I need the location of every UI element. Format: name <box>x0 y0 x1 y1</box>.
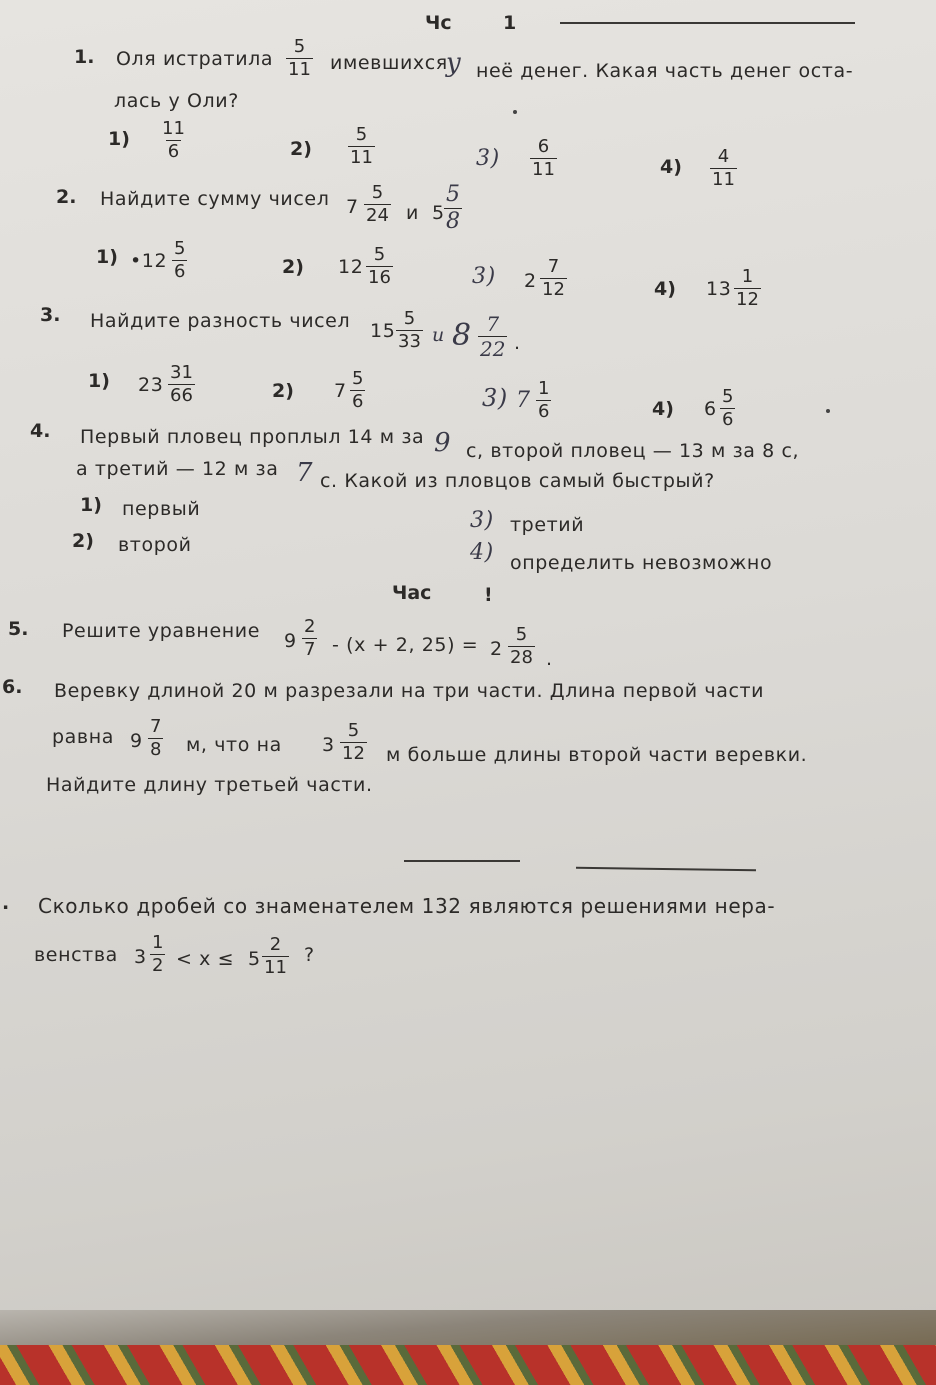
q6-line2b: м, что на <box>186 734 282 756</box>
q7-b-fraction: $\frac{2}{11}$ <box>264 934 287 978</box>
q4-opt2-label: 2) <box>72 530 94 552</box>
answer-line-1 <box>404 860 520 862</box>
q4-number: 4. <box>30 420 51 442</box>
q2-opt4-fraction: $\frac{1}{12}$ <box>736 266 759 310</box>
q4-line2b: с. Какой из пловцов самый быстрый? <box>320 470 715 492</box>
q7-line1: Сколько дробей со знаменателем 132 являются решениями нера- <box>38 894 776 918</box>
q1-opt3-label: 3) <box>476 146 500 171</box>
q3-opt3-label: 3) <box>482 384 508 412</box>
q2-a-whole: 7 <box>346 196 359 218</box>
q2-b-whole: 5 <box>432 202 445 224</box>
q1-opt4-label: 4) <box>660 156 682 178</box>
q3-b-whole: 8 <box>452 318 472 353</box>
q7-ineq: < x ≤ <box>176 948 235 970</box>
q3-number: 3. <box>40 304 61 326</box>
q3-b-fraction: $\frac{7}{22}$ <box>480 312 506 361</box>
q3-opt4-whole: 6 <box>704 398 717 420</box>
q2-opt2-label: 2) <box>282 256 304 278</box>
q2-and: и <box>406 202 419 224</box>
background-carpet <box>0 1345 936 1385</box>
q2-opt1-label: 1) <box>96 246 118 268</box>
q6-number: 6. <box>2 676 23 698</box>
q5-fraction: $\frac{2}{7}$ <box>304 616 316 660</box>
q6-whole: 9 <box>130 730 143 752</box>
q7-number: . <box>2 892 10 914</box>
header-left: Чс <box>425 12 452 34</box>
q3-opt1-whole: 23 <box>138 374 164 396</box>
q1-number: 1. <box>74 46 95 68</box>
q6-line2c: м больше длины второй части веревки. <box>386 744 808 766</box>
q2-a-fraction: $\frac{5}{24}$ <box>366 182 389 226</box>
q6-line2a: равна <box>52 726 114 748</box>
q3-opt2-whole: 7 <box>334 380 347 402</box>
q5-end: . <box>546 648 553 670</box>
q4-opt3-label: 3) <box>470 508 494 533</box>
q2-opt3-label: 3) <box>472 264 496 289</box>
q2-opt1-whole: •12 <box>130 250 168 272</box>
q1-opt2-label: 2) <box>290 138 312 160</box>
q4-line1b: с, второй пловец — 13 м за 8 с, <box>466 440 800 462</box>
q4-opt4-text: определить невозможно <box>510 552 773 574</box>
q7-a-whole: 3 <box>134 946 147 968</box>
q4-line2: а третий — 12 м за <box>76 458 279 480</box>
q1-text-a: Оля истратила <box>116 48 274 70</box>
q2-opt4-whole: 13 <box>706 278 732 300</box>
q4-opt1-text: первый <box>122 498 201 520</box>
q2-opt3-fraction: $\frac{7}{12}$ <box>542 256 565 300</box>
q3-opt2-fraction: $\frac{5}{6}$ <box>352 368 364 412</box>
q7-a-fraction: $\frac{1}{2}$ <box>152 932 164 976</box>
q1-opt1-fraction: $\frac{11}{6}$ <box>162 118 185 162</box>
q3-opt4-fraction: $\frac{5}{6}$ <box>722 386 734 430</box>
q6-fraction2: $\frac{5}{12}$ <box>342 720 365 764</box>
q7-line2: венства <box>34 944 118 966</box>
q5-mid: - (x + 2, 25) = <box>332 634 479 656</box>
q3-text: Найдите разность чисел <box>90 310 351 332</box>
q4-hand2: 7 <box>296 458 314 488</box>
q5-r-fraction: $\frac{5}{28}$ <box>510 624 533 668</box>
q4-opt1-label: 1) <box>80 494 102 516</box>
q2-opt3-whole: 2 <box>524 270 537 292</box>
q6-fraction: $\frac{7}{8}$ <box>150 716 162 760</box>
header-right: 1 <box>503 12 517 34</box>
q2-opt1-fraction: $\frac{5}{6}$ <box>174 238 186 282</box>
q1-text-d: лась у Оли? <box>114 90 239 112</box>
q5-number: 5. <box>8 618 29 640</box>
section2-mark: ! <box>484 584 493 606</box>
section2-header: Час <box>392 582 432 604</box>
q3-end: . <box>514 332 521 354</box>
q3-opt3-fraction: $\frac{1}{6}$ <box>538 378 550 422</box>
q2-text: Найдите сумму чисел <box>100 188 330 210</box>
q1-hand-b: у <box>446 48 462 78</box>
q1-fraction: $\frac{5}{11}$ <box>288 36 311 80</box>
q4-opt4-label: 4) <box>470 540 494 565</box>
q6-whole2: 3 <box>322 734 335 756</box>
speck <box>826 409 830 413</box>
q5-text: Решите уравнение <box>62 620 260 642</box>
q5-whole: 9 <box>284 630 297 652</box>
q3-a-whole: 15 <box>370 320 396 342</box>
speck <box>513 110 517 114</box>
q1-text-c: неё денег. Какая часть денег оста- <box>476 60 854 82</box>
header-rule <box>560 22 855 24</box>
q3-a-fraction: $\frac{5}{33}$ <box>398 308 421 352</box>
q3-opt3-whole: 7 <box>516 388 531 413</box>
q2-opt4-label: 4) <box>654 278 676 300</box>
q2-opt2-whole: 12 <box>338 256 364 278</box>
q3-and: и <box>432 324 445 346</box>
q1-opt4-fraction: $\frac{4}{11}$ <box>712 146 735 190</box>
q1-opt1-label: 1) <box>108 128 130 150</box>
q3-opt1-fraction: $\frac{31}{66}$ <box>170 362 193 406</box>
q6-line3: Найдите длину третьей части. <box>46 774 373 796</box>
q3-opt2-label: 2) <box>272 380 294 402</box>
q2-opt2-fraction: $\frac{5}{16}$ <box>368 244 391 288</box>
q4-opt3-text: третий <box>510 514 585 536</box>
q5-r-whole: 2 <box>490 638 503 660</box>
q2-b-fraction: $\frac{5}{8}$ <box>446 182 460 234</box>
q7-b-whole: 5 <box>248 948 261 970</box>
q3-opt4-label: 4) <box>652 398 674 420</box>
q4-hand1: 9 <box>434 428 452 458</box>
q1-opt2-fraction: $\frac{5}{11}$ <box>350 124 373 168</box>
q4-opt2-text: второй <box>118 534 192 556</box>
q1-opt3-fraction: $\frac{6}{11}$ <box>532 136 555 180</box>
q7-end: ? <box>304 944 315 966</box>
q3-opt1-label: 1) <box>88 370 110 392</box>
q2-number: 2. <box>56 186 77 208</box>
q6-line1: Веревку длиной 20 м разрезали на три части. Длина первой части <box>54 680 765 702</box>
q4-line1: Первый пловец проплыл 14 м за <box>80 426 425 448</box>
q1-text-b: имевшихся <box>330 52 448 74</box>
